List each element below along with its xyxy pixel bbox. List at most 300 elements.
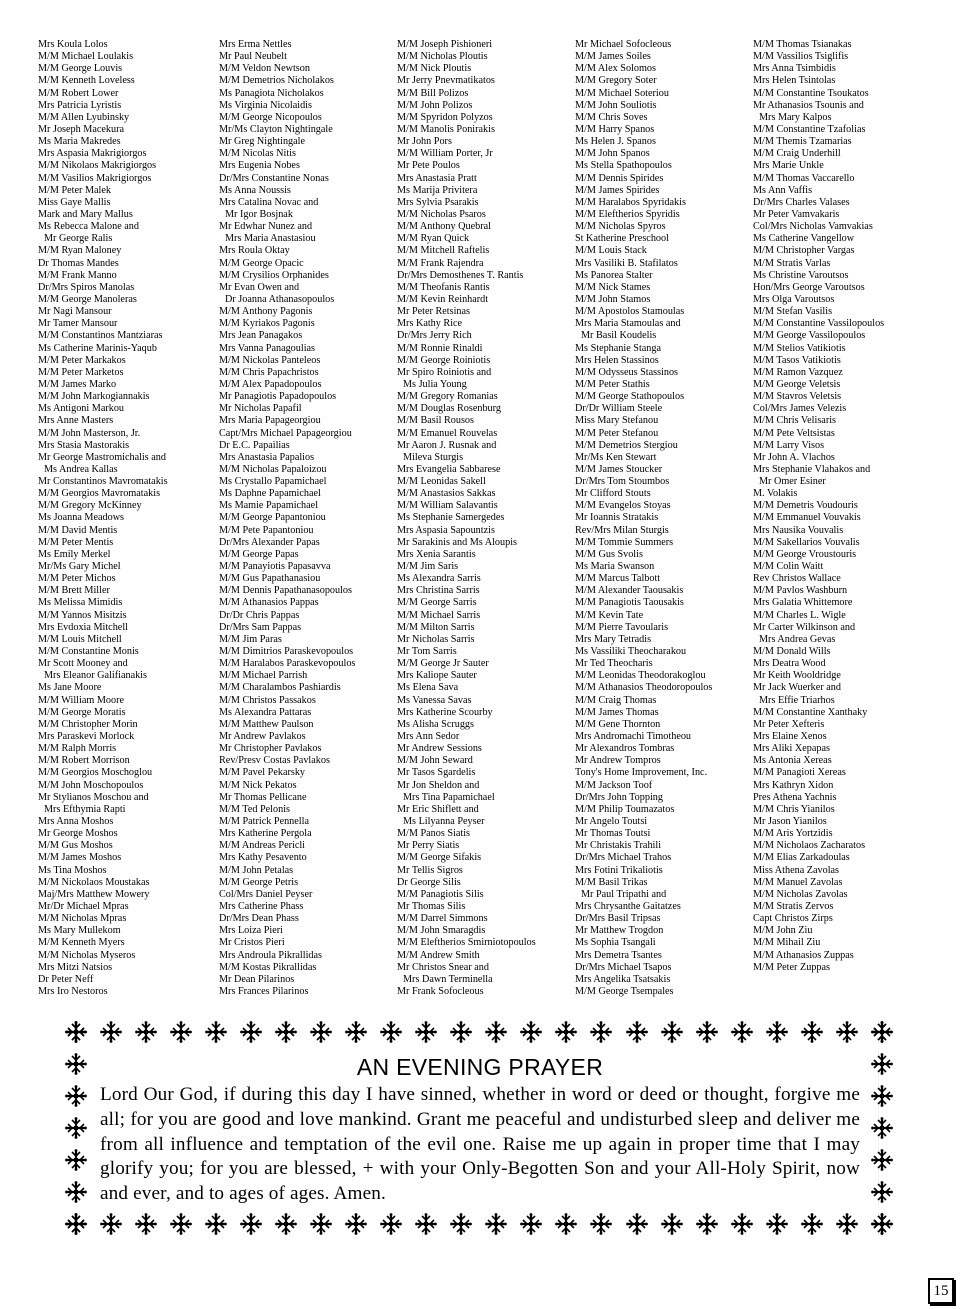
- donor-name: M/M Eleftherios Spyridis: [575, 208, 680, 220]
- donor-name: M/M Leonidas Theodorakoglou: [575, 670, 706, 682]
- donor-name: Ms Antonia Xereas: [753, 755, 832, 767]
- donor-name: Mrs Dawn Terminella: [403, 973, 493, 985]
- donor-name: M/M Chris Velisaris: [753, 415, 837, 427]
- donor-name: M/M Constantinos Mantziaras: [38, 330, 163, 342]
- greek-cross-knot-icon: [870, 1148, 894, 1172]
- donor-name: M/M George Petris: [219, 876, 299, 888]
- donor-name: M/M Kevin Reinhardt: [397, 293, 489, 305]
- donor-name: M/M Michael Parrish: [219, 670, 308, 682]
- donor-name: M/M Thomas Vaccarello: [753, 172, 855, 184]
- donor-name: M/M John Ziu: [753, 925, 813, 937]
- donor-name: Ms Elena Sava: [397, 682, 459, 694]
- donor-name: Mr Michael Sofocleous: [575, 39, 672, 50]
- donor-name: M/M Peter Michos: [38, 573, 116, 585]
- greek-cross-knot-icon: [730, 1020, 754, 1044]
- donor-name: Mr Peter Vamvakaris: [753, 208, 840, 220]
- donor-name: M/M Stratis Varlas: [753, 257, 831, 269]
- donor-name: M/M Peter Malek: [38, 184, 111, 196]
- donor-name: M/M Ronnie Rinaldi: [397, 342, 483, 354]
- donor-name: Mr Ioannis Stratakis: [575, 512, 659, 524]
- donor-name: Dr/Mrs Jerry Rich: [397, 330, 472, 342]
- donor-name: Mr Matthew Trogdon: [575, 925, 664, 937]
- donor-name: M/M George Moratis: [38, 706, 126, 718]
- donor-name: M/M James Moshos: [38, 852, 122, 864]
- donor-name: M/M Elias Zarkadoulas: [753, 852, 850, 864]
- donor-name: Mr Igor Bosjnak: [225, 208, 293, 220]
- donor-name: M/M Vassilios Tsiglifis: [753, 51, 849, 63]
- greek-cross-knot-icon: [64, 1148, 88, 1172]
- greek-cross-knot-icon: [134, 1212, 158, 1236]
- donor-name: M/M George Roiniotis: [397, 354, 491, 366]
- donor-name: M/M Craig Underhill: [753, 148, 841, 160]
- donor-name: M/M Charles L. Wigle: [753, 609, 846, 621]
- donor-name: Ms Panorea Stalter: [575, 269, 653, 281]
- donor-name: Mr Dean Pilarinos: [219, 973, 295, 985]
- donor-name: M/M James Soiles: [575, 51, 651, 63]
- donor-name: M/M Michael Sarris: [397, 609, 481, 621]
- donor-name: M/M Philip Toumazatos: [575, 803, 675, 815]
- evening-prayer-box: [64, 1020, 894, 1236]
- donor-name: M/M Peter Stathis: [575, 378, 650, 390]
- donor-name: M/M Kenneth Loveless: [38, 75, 135, 87]
- donor-name: M/M Demetrios Nicholakos: [219, 75, 334, 87]
- donor-name: Mr Jerry Pnevmatikatos: [397, 75, 495, 87]
- donor-name: Dr/Mrs Michael Trahos: [575, 852, 672, 864]
- donor-name: M/M Frank Rajendra: [397, 257, 484, 269]
- donor-name: Mrs Anna Tsimbidis: [753, 63, 836, 75]
- donor-name: Mrs Erma Nettles: [219, 39, 292, 50]
- donor-name: M/M Gus Svolis: [575, 548, 643, 560]
- donor-name: Mrs Helen Tsintolas: [753, 75, 836, 87]
- donor-name: M/M Nick Pekatos: [219, 779, 297, 791]
- donor-name: M/M John Souliotis: [575, 99, 657, 111]
- donor-name: M/M George Vassilopoulos: [753, 330, 866, 342]
- donor-name: M/M John Seward: [397, 755, 473, 767]
- donor-name: Mr Andrew Sessions: [397, 743, 482, 755]
- greek-cross-knot-icon: [800, 1212, 824, 1236]
- donor-name: Mrs Patricia Lyristis: [38, 99, 122, 111]
- donor-name: Mrs Aspasia Makrigiorgos: [38, 148, 147, 160]
- donor-name: Mrs Demetra Tsantes: [575, 949, 662, 961]
- donor-name: Ms Vassiliki Theocharakou: [575, 646, 687, 658]
- donor-name: M/M Leonidas Sakell: [397, 476, 486, 488]
- donor-name: Mrs Deatra Wood: [753, 658, 826, 670]
- donor-name: M/M Jim Paras: [219, 633, 282, 645]
- donor-name: M/M Thomas Tsianakas: [753, 39, 852, 50]
- donor-name: M/M Ted Pelonis: [219, 803, 290, 815]
- donor-name: Mrs Kaliope Sauter: [397, 670, 477, 682]
- donor-name: Ms Anna Noussis: [219, 184, 291, 196]
- donor-name: Mrs Roula Oktay: [219, 245, 290, 257]
- donor-name: M/M Nicholas Papaloizou: [219, 463, 327, 475]
- donor-name: Ms Catherine Marinis-Yaqub: [38, 342, 157, 354]
- donor-name: M/M Gregory Romanias: [397, 391, 498, 403]
- donor-name: Mr/Ms Clayton Nightingale: [219, 123, 333, 135]
- donor-name: M/M Christopher Morin: [38, 718, 138, 730]
- donor-name: M/M Charalambos Pashiardis: [219, 682, 341, 694]
- donor-name: M/M Michael Loulakis: [38, 51, 134, 63]
- donor-columns: [38, 39, 928, 1009]
- donor-name: Mr Peter Xefteris: [753, 718, 825, 730]
- greek-cross-knot-icon: [660, 1212, 684, 1236]
- donor-name: Mrs Frances Pilarinos: [219, 985, 309, 997]
- donor-column-4: [575, 39, 753, 998]
- greek-cross-knot-icon: [695, 1212, 719, 1236]
- donor-name: Mrs Iro Nestoros: [38, 985, 108, 997]
- donor-name: Mr Omer Esiner: [759, 476, 826, 488]
- donor-name: Mr Frank Sofocleous: [397, 985, 484, 997]
- donor-name: Mrs Mary Tetradis: [575, 633, 652, 645]
- donor-name: M/M Dennis Spirides: [575, 172, 664, 184]
- donor-name: Col/Mrs James Velezis: [753, 403, 847, 415]
- donor-name: Mr Scott Mooney and: [38, 658, 128, 670]
- donor-name: M/M Basil Rousos: [397, 415, 474, 427]
- donor-name: Mr John Pors: [397, 136, 452, 148]
- donor-name: M/M George Papas: [219, 548, 299, 560]
- donor-name: Rev Christos Wallace: [753, 573, 841, 585]
- donor-name: Mrs Nausika Vouvalis: [753, 524, 844, 536]
- greek-cross-knot-icon: [309, 1212, 333, 1236]
- donor-name: M/M Panagioti Xereas: [753, 767, 846, 779]
- greek-cross-knot-icon: [344, 1020, 368, 1044]
- donor-name: M/M Peter Markakos: [38, 354, 126, 366]
- donor-name: M/M Robert Lower: [38, 87, 119, 99]
- donor-name: M/M Andrew Smith: [397, 949, 480, 961]
- donor-name: Mr Carter Wilkinson and: [753, 621, 856, 633]
- donor-name: Dr/Dr William Steele: [575, 403, 663, 415]
- donor-name: Mrs Stasia Mastorakis: [38, 439, 130, 451]
- donor-name: M/M Panagiotis Taousakis: [575, 597, 684, 609]
- donor-name: M/M Panos Siatis: [397, 828, 471, 840]
- greek-cross-knot-icon: [835, 1212, 859, 1236]
- donor-name: Mr Jack Wuerker and: [753, 682, 841, 694]
- donor-name: Mrs Jean Panagakos: [219, 330, 303, 342]
- donor-name: Ms Alexandra Pattaras: [219, 706, 312, 718]
- donor-name: M/M George Louvis: [38, 63, 123, 75]
- donor-name: Mrs Katherine Pergola: [219, 828, 312, 840]
- donor-name: M/M Nickolas Panteleos: [219, 354, 321, 366]
- donor-name: M/M George Papantoniou: [219, 512, 326, 524]
- donor-name: Mr John A. Vlachos: [753, 451, 835, 463]
- donor-name: M/M Spyridon Polyzos: [397, 111, 493, 123]
- donor-name: Mrs Maria Stamoulas and: [575, 318, 681, 330]
- greek-cross-knot-icon: [484, 1212, 508, 1236]
- donor-name: Mr Sarakinis and Ms Aloupis: [397, 536, 517, 548]
- donor-name: M/M Basil Trikas: [575, 876, 648, 888]
- donor-name: Mrs Mary Kalpos: [759, 111, 832, 123]
- donor-name: M/M Ralph Morris: [38, 743, 117, 755]
- donor-name: Mrs Paraskevi Morlock: [38, 731, 135, 743]
- donor-name: M/M Aris Yortzidis: [753, 828, 833, 840]
- donor-name: M/M Milton Sarris: [397, 621, 475, 633]
- donor-name: M/M George Tsempales: [575, 985, 674, 997]
- donor-name: M/M Darrel Simmons: [397, 913, 488, 925]
- donor-name: M/M Stratis Zervos: [753, 900, 834, 912]
- donor-name: M/M Manolis Ponirakis: [397, 123, 495, 135]
- greek-cross-knot-icon: [204, 1020, 228, 1044]
- greek-cross-knot-icon: [239, 1020, 263, 1044]
- donor-name: Mr Nicholas Papafil: [219, 403, 302, 415]
- donor-name: Mrs Angelika Tsatsakis: [575, 973, 671, 985]
- donor-name: Dr/Mrs Basil Tripsas: [575, 913, 661, 925]
- donor-name: Mr George Mastromichalis and: [38, 451, 166, 463]
- donor-name: Mr Joseph Macekura: [38, 123, 125, 135]
- donor-column-2: [219, 39, 397, 998]
- donor-name: M/M Peter Mentis: [38, 536, 114, 548]
- donor-name: M/M George Sarris: [397, 597, 477, 609]
- donor-name: M/M Kostas Pikrallidas: [219, 961, 317, 973]
- donor-name: Ms Ann Vaffis: [753, 184, 813, 196]
- greek-cross-knot-icon: [379, 1020, 403, 1044]
- donor-name: Mr Paul Neubelt: [219, 51, 287, 63]
- ornament-border-right: [870, 1020, 894, 1236]
- donor-name: M/M Nicholas Spyros: [575, 221, 666, 233]
- donor-name: Mr Pete Poulos: [397, 160, 460, 172]
- donor-name: M/M Vasilios Makrigiorgos: [38, 172, 152, 184]
- donor-name: Dr Joanna Athanasopoulos: [225, 293, 335, 305]
- donor-name: M/M William Moore: [38, 694, 124, 706]
- donor-name: Mr Christopher Pavlakos: [219, 743, 322, 755]
- greek-cross-knot-icon: [519, 1212, 543, 1236]
- donor-name: M/M Chris Papachristos: [219, 366, 319, 378]
- prayer-title: AN EVENING PRAYER: [356, 1054, 604, 1080]
- donor-name: Mr Constantinos Mavromatakis: [38, 476, 168, 488]
- donor-name: M/M Eleftherios Smirniotopoulos: [397, 937, 536, 949]
- donor-name: M/M Emanuel Rouvelas: [397, 427, 498, 439]
- donor-name: Ms Julia Young: [403, 378, 467, 390]
- donor-name: Col/Mrs Nicholas Vamvakias: [753, 221, 873, 233]
- donor-name: Dr Thomas Mandes: [38, 257, 119, 269]
- donor-name: Mrs Vasiliki B. Stafilatos: [575, 257, 678, 269]
- donor-name: M/M Christos Passakos: [219, 694, 316, 706]
- donor-name: Rev/Presv Costas Pavlakos: [219, 755, 330, 767]
- donor-name: M/M Constantine Xanthaky: [753, 706, 868, 718]
- donor-name: Mr Stylianos Moschou and: [38, 791, 149, 803]
- donor-name: M/M John Stamos: [575, 293, 651, 305]
- donor-name: M/M Colin Waitt: [753, 561, 824, 573]
- greek-cross-knot-icon: [870, 1212, 894, 1236]
- donor-name: M/M Chris Yianilos: [753, 803, 835, 815]
- donor-name: M/M Anthony Pagonis: [219, 306, 313, 318]
- donor-name: Mr Ted Theocharis: [575, 658, 653, 670]
- donor-name: M/M Manuel Zavolas: [753, 876, 843, 888]
- donor-name: Mrs Anastasia Papalios: [219, 451, 315, 463]
- donor-name: Mrs Effie Triarhos: [759, 694, 835, 706]
- donor-name: Capt/Mrs Michael Papageorgiou: [219, 427, 352, 439]
- donor-name: M/M Nicholas Ploutis: [397, 51, 488, 63]
- donor-name: M/M Jim Saris: [397, 561, 459, 573]
- donor-name: M/M Athanasios Theodoropoulos: [575, 682, 713, 694]
- donor-name: M/M Tasos Vatikiotis: [753, 354, 841, 366]
- donor-name: Mrs Xenia Sarantis: [397, 548, 476, 560]
- donor-name: Mr George Ralis: [44, 233, 113, 245]
- donor-name: Miss Mary Stefanou: [575, 415, 659, 427]
- donor-name: Mrs Loiza Pieri: [219, 925, 283, 937]
- donor-name: M/M George Veletsis: [753, 378, 841, 390]
- donor-name: M/M Tommie Summers: [575, 536, 674, 548]
- donor-name: Ms Daphne Papamichael: [219, 488, 321, 500]
- greek-cross-knot-icon: [64, 1052, 88, 1076]
- ornament-border-bottom: [64, 1212, 894, 1236]
- donor-name: Mrs Fotini Trikaliotis: [575, 864, 663, 876]
- donor-name: M/M Marcus Talbott: [575, 573, 661, 585]
- donor-name: M/M Bill Polizos: [397, 87, 469, 99]
- donor-name: M/M James Marko: [38, 378, 117, 390]
- donor-name: M/M Sakellarios Vouvalis: [753, 536, 860, 548]
- donor-name: M/M Evangelos Stoyas: [575, 500, 671, 512]
- donor-name: Dr Peter Neff: [38, 973, 94, 985]
- donor-name: M/M John Moschopoulos: [38, 779, 144, 791]
- donor-name: M/M Haralabos Spyridakis: [575, 196, 686, 208]
- donor-name: Mr Andrew Tompros: [575, 755, 661, 767]
- greek-cross-knot-icon: [589, 1020, 613, 1044]
- donor-name: M/M Christopher Vargas: [753, 245, 855, 257]
- donor-name: Ms Jane Moore: [38, 682, 102, 694]
- donor-name: M/M Nicholas Zavolas: [753, 888, 848, 900]
- donor-name: Ms Maria Makredes: [38, 136, 121, 148]
- donor-name: Mr Jon Sheldon and: [397, 779, 480, 791]
- donor-name: Maj/Mrs Matthew Mowery: [38, 888, 150, 900]
- donor-name: Mr Greg Nightingale: [219, 136, 306, 148]
- donor-name: M/M Panagiotis Silis: [397, 888, 484, 900]
- donor-name: M/M Peter Stefanou: [575, 427, 659, 439]
- donor-name: Mrs Kathy Pesavento: [219, 852, 307, 864]
- donor-name: M/M Alexander Taousakis: [575, 585, 684, 597]
- donor-name: Mrs Vanna Panagoulias: [219, 342, 316, 354]
- donor-name: Pres Athena Yachnis: [753, 791, 837, 803]
- donor-name: Mr Jason Yianilos: [753, 816, 827, 827]
- donor-name: Mr Tom Sarris: [397, 646, 457, 658]
- donor-name: M/M George Sifakis: [397, 852, 482, 864]
- donor-name: M/M Georgios Moschoglou: [38, 767, 153, 779]
- greek-cross-knot-icon: [625, 1020, 649, 1044]
- donor-name: Mrs Ann Sedor: [397, 731, 460, 743]
- greek-cross-knot-icon: [870, 1116, 894, 1140]
- donor-name: Mrs Elaine Xenos: [753, 731, 827, 743]
- donor-name: Ms Stella Spathopoulos: [575, 160, 672, 172]
- donor-name: M/M Patrick Pennella: [219, 816, 309, 827]
- donor-name: Ms Mamie Papamichael: [219, 500, 319, 512]
- donor-name: Mrs Eleanor Galifianakis: [44, 670, 147, 682]
- donor-name: M/M Frank Manno: [38, 269, 117, 281]
- donor-name: M/M Stefan Vasilis: [753, 306, 833, 318]
- donor-name: M/M Nick Ploutis: [397, 63, 472, 75]
- donor-name: M/M James Thomas: [575, 706, 659, 718]
- greek-cross-knot-icon: [239, 1212, 263, 1236]
- donor-name: Mr Andrew Pavlakos: [219, 731, 306, 743]
- donor-name: Dr/Mrs Constantine Nonas: [219, 172, 329, 184]
- donor-name: Mrs Kathy Rice: [397, 318, 463, 330]
- donor-name: M/M Louis Mitchell: [38, 633, 122, 645]
- donor-name: Tony's Home Improvement, Inc.: [575, 767, 708, 779]
- greek-cross-knot-icon: [169, 1020, 193, 1044]
- donor-name: Mrs Maria Anastasiou: [225, 233, 316, 245]
- donor-name: Mrs Sylvia Psarakis: [397, 196, 479, 208]
- greek-cross-knot-icon: [204, 1212, 228, 1236]
- donor-name: Ms Emily Merkel: [38, 548, 111, 560]
- greek-cross-knot-icon: [870, 1084, 894, 1108]
- donor-name: M/M John Polizos: [397, 99, 473, 111]
- donor-name: Mr/Dr Michael Mpras: [38, 900, 129, 912]
- donor-name: M/M Yannos Misitzis: [38, 609, 127, 621]
- donor-name: Ms Stephanie Samergedes: [397, 512, 505, 524]
- donor-name: M/M Demetris Voudouris: [753, 500, 858, 512]
- ornament-border-top: [64, 1020, 894, 1044]
- donor-name: Miss Athena Zavolas: [753, 864, 840, 876]
- donor-name: Mr Paul Tripathi and: [581, 888, 667, 900]
- prayer-text: Lord Our God, if during this day I have sinned, whether in word or deed or thought, forgive me all; for you are good and love mankind. Grant me peaceful and undisturbed sleep and deliver me from all influence and temptation of the evil one. Raise me up again in proper time that I may glorify you; for you are blessed, + with your Only-Begotten Son and your All-Holy Spirit, now and ever, and to ages of ages. Amen.: [100, 1084, 860, 1205]
- donor-name: M/M Jackson Toof: [575, 779, 653, 791]
- donor-name: M/M Joseph Pishioneri: [397, 39, 493, 50]
- donor-name: M/M Craig Thomas: [575, 694, 657, 706]
- donor-name: Dr/Mrs Sam Pappas: [219, 621, 302, 633]
- donor-name: Ms Crystallo Papamichael: [219, 476, 327, 488]
- greek-cross-knot-icon: [64, 1084, 88, 1108]
- donor-name: Mr Edwhar Nunez and: [219, 221, 313, 233]
- greek-cross-knot-icon: [870, 1052, 894, 1076]
- donor-name: M/M Kyriakos Pagonis: [219, 318, 315, 330]
- donor-name: Mr Clifford Stouts: [575, 488, 651, 500]
- donor-name: M. Volakis: [753, 488, 798, 500]
- ornament-border-left: [64, 1020, 88, 1236]
- donor-name: M/M Kenneth Myers: [38, 937, 125, 949]
- greek-cross-knot-icon: [765, 1212, 789, 1236]
- donor-name: M/M Nicholas Mpras: [38, 913, 127, 925]
- greek-cross-knot-icon: [134, 1020, 158, 1044]
- donor-name: Mr Christakis Trahili: [575, 840, 662, 852]
- donor-name: Mr Thomas Silis: [397, 900, 466, 912]
- greek-cross-knot-icon: [344, 1212, 368, 1236]
- donor-name: Mr Peter Retsinas: [397, 306, 470, 318]
- donor-name: M/M John Spanos: [575, 148, 650, 160]
- donor-name: M/M Louis Stack: [575, 245, 647, 257]
- donor-name: M/M Athanasios Pappas: [219, 597, 319, 609]
- donor-name: M/M George Jr Sauter: [397, 658, 489, 670]
- donor-name: Mr Thomas Toutsi: [575, 828, 651, 840]
- donor-name: M/M Demetrios Stergiou: [575, 439, 678, 451]
- donor-name: M/M Stavros Veletsis: [753, 391, 842, 403]
- donor-name: Mr Nicholas Sarris: [397, 633, 475, 645]
- donor-name: Ms Maria Swanson: [575, 561, 655, 573]
- donor-name: M/M Athanasios Zuppas: [753, 949, 854, 961]
- donor-name: M/M Anastasios Sakkas: [397, 488, 496, 500]
- donor-name: M/M John Petalas: [219, 864, 294, 876]
- donor-name: Mr Aaron J. Rusnak and: [397, 439, 497, 451]
- donor-name: Mr Thomas Pellicane: [219, 791, 307, 803]
- donor-name: M/M George Manoleras: [38, 293, 137, 305]
- greek-cross-knot-icon: [730, 1212, 754, 1236]
- donor-column-3: [397, 39, 575, 998]
- donor-name: Mr George Moshos: [38, 828, 118, 840]
- donor-name: M/M Stelios Vatikiotis: [753, 342, 846, 354]
- donor-name: M/M Constantine Monis: [38, 646, 139, 658]
- donor-name: Mrs Andrea Gevas: [759, 633, 836, 645]
- donor-name: Mrs Katherine Scourby: [397, 706, 493, 718]
- greek-cross-knot-icon: [800, 1020, 824, 1044]
- donor-name: Mrs Anastasia Pratt: [397, 172, 477, 184]
- donor-name: M/M Nicolas Nitis: [219, 148, 296, 160]
- donor-name: Mr Keith Wooldridge: [753, 670, 841, 682]
- greek-cross-knot-icon: [449, 1212, 473, 1236]
- donor-name: Ms Alexandra Sarris: [397, 573, 481, 585]
- donor-name: Mr Eric Shiflett and: [397, 803, 479, 815]
- donor-name: Mrs Galatia Whittemore: [753, 597, 853, 609]
- donor-name: M/M Alex Papadopoulos: [219, 378, 322, 390]
- donor-name: Mrs Olga Varoutsos: [753, 293, 835, 305]
- greek-cross-knot-icon: [554, 1212, 578, 1236]
- donor-name: M/M Constantine Tsoukatos: [753, 87, 869, 99]
- donor-name: Ms Joanna Meadows: [38, 512, 125, 524]
